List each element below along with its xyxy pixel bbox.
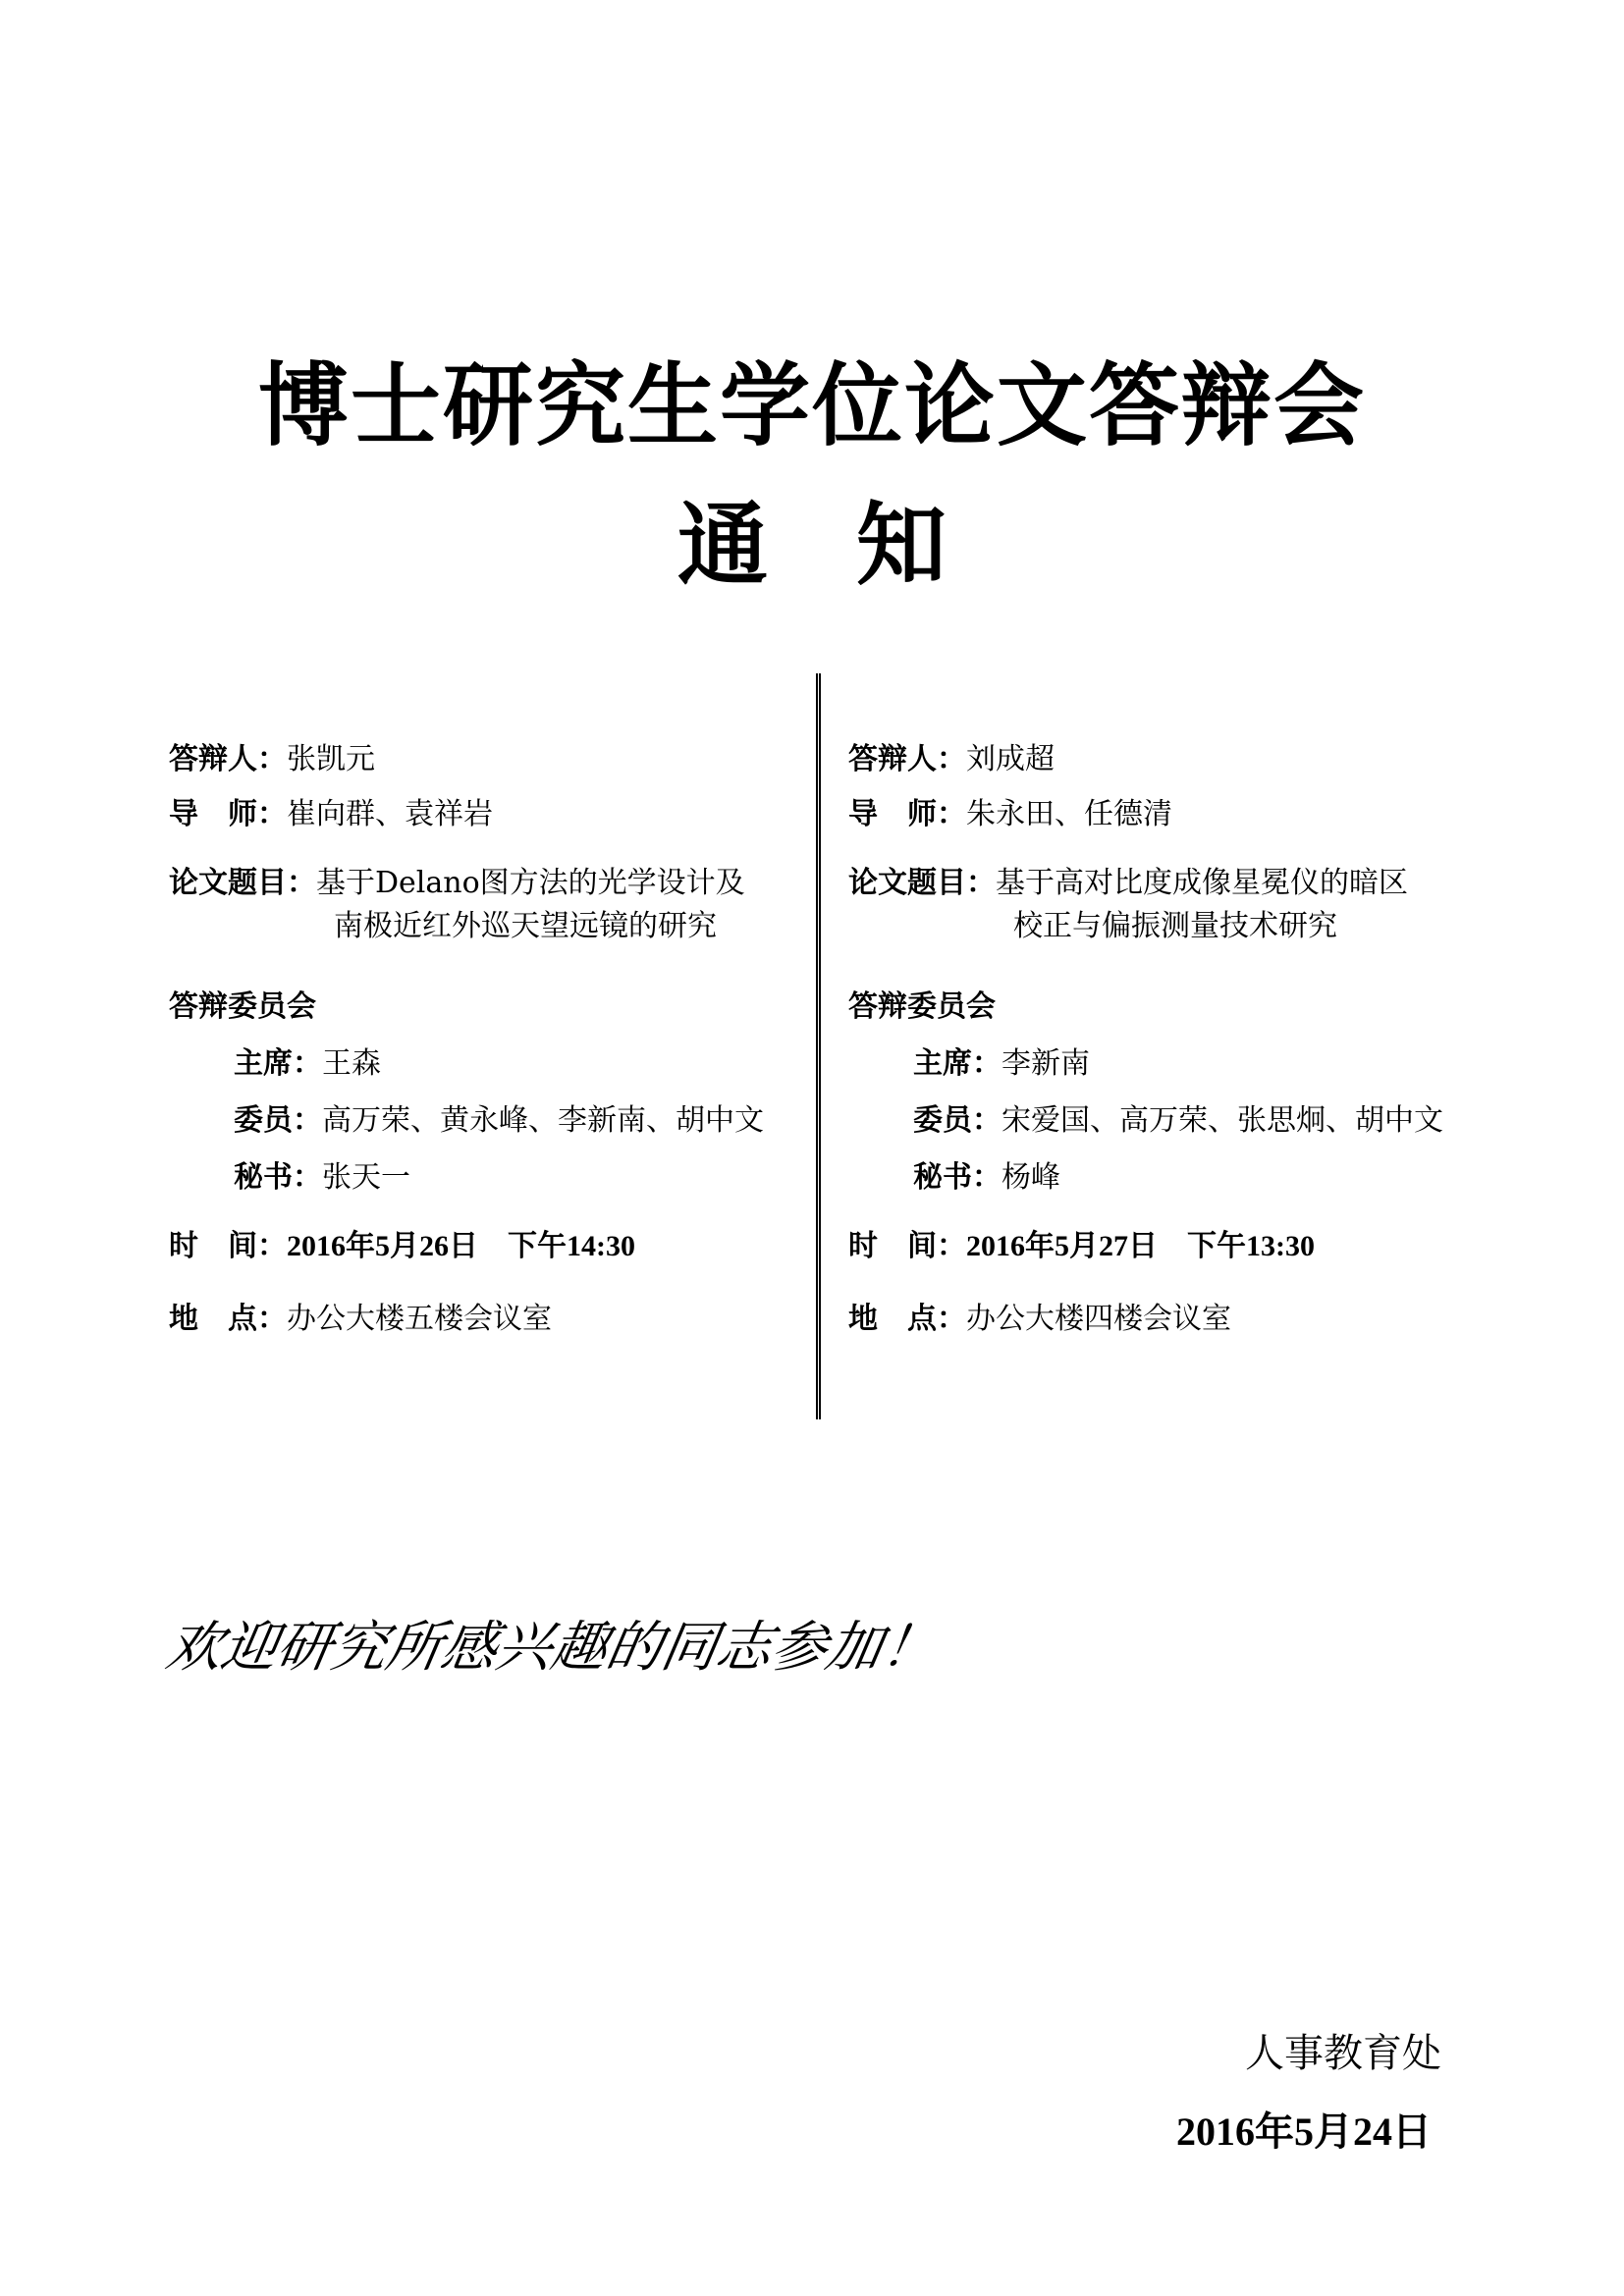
members-label: 委员： (913, 1103, 1001, 1138)
time-value: 2016年5月26日 下午14:30 (287, 1230, 635, 1262)
location-row (169, 1298, 552, 1341)
defender-row (848, 738, 1055, 781)
thesis-row (848, 862, 1408, 905)
time-row (848, 1225, 1315, 1268)
column-divider (816, 673, 821, 1419)
location-label: 地 点： (169, 1302, 287, 1336)
time-label: 时 间： (169, 1229, 287, 1263)
secretary-label: 秘书： (234, 1160, 322, 1195)
page-title: 博士研究生学位论文答辩会 (257, 352, 1366, 458)
page-subtitle: 通知 (677, 492, 1035, 598)
secretary-row (234, 1156, 410, 1200)
members-names: 宋爱国、高万荣、张思炯、胡中文 (1001, 1103, 1443, 1138)
secretary-name: 张天一 (322, 1160, 410, 1195)
members-row (234, 1099, 764, 1143)
thesis-title-line1: 基于高对比度成像星冕仪的暗区 (996, 866, 1408, 900)
secretary-label: 秘书： (913, 1160, 1001, 1195)
time-value: 2016年5月27日 下午13:30 (966, 1230, 1315, 1262)
defender-name: 张凯元 (287, 742, 375, 776)
chair-row (234, 1042, 381, 1086)
defender-row (169, 738, 375, 781)
members-label: 委员： (234, 1103, 322, 1138)
thesis-label: 论文题目： (848, 866, 996, 900)
chair-label: 主席： (913, 1046, 1001, 1081)
committee-heading: 答辩委员会 (848, 989, 996, 1024)
chair-name: 李新南 (1001, 1046, 1090, 1081)
thesis-title-line2: 校正与偏振测量技术研究 (1013, 909, 1337, 943)
welcome-message: 欢迎研究所感兴趣的同志参加！ (161, 1616, 943, 1680)
thesis-row (169, 862, 745, 905)
issue-date: 2016年5月24日 (1176, 2109, 1432, 2154)
thesis-title-line2: 南极近红外巡天望远镜的研究 (334, 909, 717, 943)
committee-heading: 答辩委员会 (169, 989, 316, 1024)
location-value: 办公大楼五楼会议室 (287, 1302, 552, 1336)
defender-name: 刘成超 (966, 742, 1055, 776)
location-value: 办公大楼四楼会议室 (966, 1302, 1231, 1336)
location-label: 地 点： (848, 1302, 966, 1336)
thesis-label: 论文题目： (169, 866, 316, 900)
thesis-title-line1: 基于Delano图方法的光学设计及 (316, 866, 745, 900)
members-row (913, 1099, 1443, 1143)
location-row (848, 1298, 1231, 1341)
advisor-names: 朱永田、任德清 (966, 797, 1172, 831)
time-label: 时 间： (848, 1229, 966, 1263)
advisor-row (169, 793, 493, 836)
issuer-name: 人事教育处 (1245, 2031, 1441, 2076)
members-names: 高万荣、黄永峰、李新南、胡中文 (322, 1103, 764, 1138)
secretary-row (913, 1156, 1060, 1200)
advisor-label: 导 师： (848, 797, 966, 831)
chair-label: 主席： (234, 1046, 322, 1081)
chair-name: 王森 (322, 1046, 381, 1081)
defender-label: 答辩人： (848, 742, 966, 776)
advisor-row (848, 793, 1172, 836)
time-row (169, 1225, 635, 1268)
advisor-names: 崔向群、袁祥岩 (287, 797, 493, 831)
chair-row (913, 1042, 1090, 1086)
defender-label: 答辩人： (169, 742, 287, 776)
advisor-label: 导 师： (169, 797, 287, 831)
secretary-name: 杨峰 (1001, 1160, 1060, 1195)
